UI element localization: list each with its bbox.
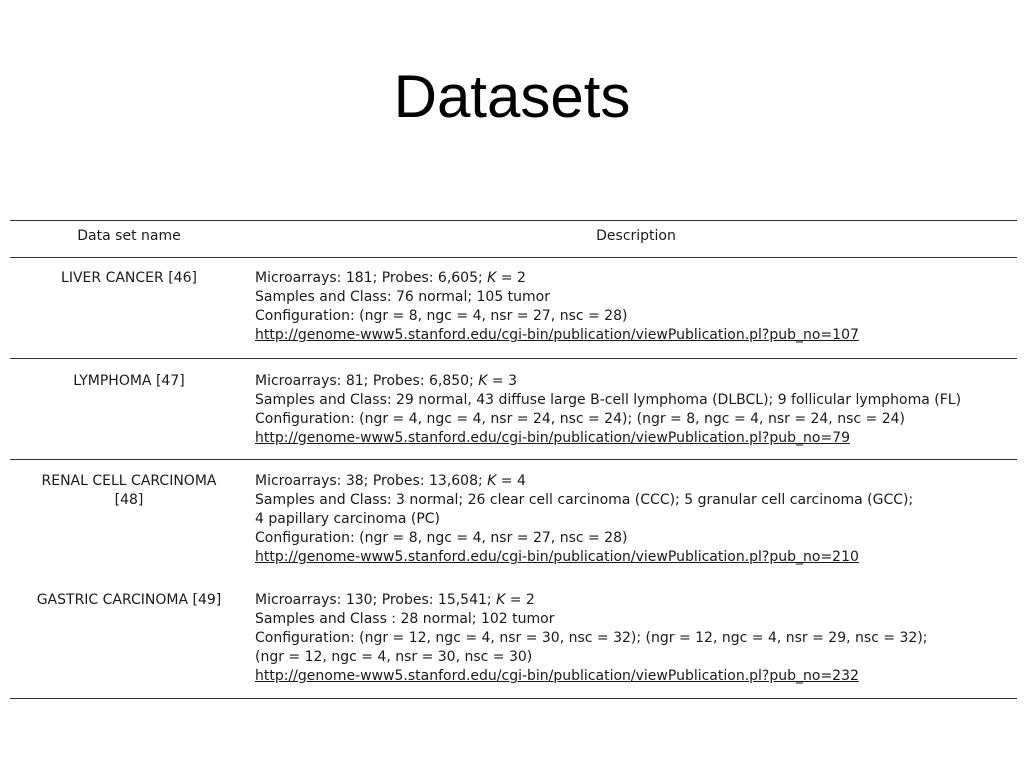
dataset-name-line: GASTRIC CARCINOMA [49] <box>36 592 222 608</box>
k-value: = 4 <box>496 473 526 489</box>
publication-link[interactable]: http://genome-www5.stanford.edu/cgi-bin/publication/viewPublication.pl?pub_no=107 <box>255 327 859 343</box>
microarrays-line <box>255 472 1017 491</box>
table-row <box>10 359 1017 459</box>
samples-line: Samples and Class: 76 normal; 105 tumor <box>255 289 551 305</box>
dataset-description <box>255 591 1017 686</box>
dataset-name <box>10 372 248 391</box>
k-label: K <box>478 373 488 389</box>
dataset-description <box>255 372 1017 448</box>
publication-link[interactable]: http://genome-www5.stanford.edu/cgi-bin/publication/viewPublication.pl?pub_no=232 <box>255 668 859 684</box>
microarrays-line <box>255 591 1017 610</box>
samples-line-continued: 4 papillary carcinoma (PC) <box>255 511 441 527</box>
microarrays-line <box>255 372 1017 391</box>
header-data-set-name: Data set name <box>77 228 181 244</box>
table-row <box>10 460 1017 580</box>
microarrays-text: Microarrays: 38; Probes: 13,608; <box>255 473 488 489</box>
microarrays-text: Microarrays: 130; Probes: 15,541; <box>255 592 497 608</box>
slide-title: Datasets <box>393 63 631 130</box>
table-header-row <box>10 221 1017 257</box>
microarrays-text: Microarrays: 181; Probes: 6,605; <box>255 270 488 286</box>
dataset-description <box>255 269 1017 345</box>
dataset-name-line: [48] <box>114 492 144 508</box>
k-value: = 3 <box>487 373 517 389</box>
k-label: K <box>487 473 497 489</box>
k-label: K <box>496 592 506 608</box>
microarrays-text: Microarrays: 81; Probes: 6,850; <box>255 373 479 389</box>
k-value: = 2 <box>496 270 526 286</box>
dataset-name-line: LIVER CANCER [46] <box>61 270 197 286</box>
table-row <box>10 258 1017 358</box>
samples-line: Samples and Class: 3 normal; 26 clear cell carcinoma (CCC); 5 granular cell carcinoma (GCC); <box>255 492 914 508</box>
table-row <box>10 580 1017 698</box>
samples-line: Samples and Class : 28 normal; 102 tumor <box>255 611 555 627</box>
microarrays-line <box>255 269 1017 288</box>
configuration-line: Configuration: (ngr = 8, ngc = 4, nsr = 27, nsc = 28) <box>255 530 628 546</box>
dataset-name <box>10 472 248 510</box>
dataset-name <box>10 269 248 288</box>
publication-link[interactable]: http://genome-www5.stanford.edu/cgi-bin/publication/viewPublication.pl?pub_no=79 <box>255 430 850 446</box>
k-value: = 2 <box>505 592 535 608</box>
dataset-name-line: LYMPHOMA [47] <box>73 373 185 389</box>
dataset-name-line: RENAL CELL CARCINOMA <box>41 473 217 489</box>
samples-line: Samples and Class: 29 normal, 43 diffuse large B-cell lymphoma (DLBCL); 9 follicular lymphoma (FL) <box>255 392 962 408</box>
configuration-line: Configuration: (ngr = 12, ngc = 4, nsr = 30, nsc = 32); (ngr = 12, ngc = 4, nsr = 29, nsc = 32); <box>255 630 928 646</box>
configuration-line: Configuration: (ngr = 8, ngc = 4, nsr = 27, nsc = 28) <box>255 308 628 324</box>
table-bottom-rule <box>10 698 1017 699</box>
header-description: Description <box>596 228 676 244</box>
configuration-line-continued: (ngr = 12, ngc = 4, nsr = 30, nsc = 30) <box>255 649 533 665</box>
datasets-table <box>10 220 1017 699</box>
k-label: K <box>487 270 497 286</box>
dataset-name <box>10 591 248 610</box>
publication-link[interactable]: http://genome-www5.stanford.edu/cgi-bin/publication/viewPublication.pl?pub_no=210 <box>255 549 859 565</box>
configuration-line: Configuration: (ngr = 4, ngc = 4, nsr = 24, nsc = 24); (ngr = 8, ngc = 4, nsr = 24, nsc = 24) <box>255 411 905 427</box>
dataset-description <box>255 472 1017 567</box>
